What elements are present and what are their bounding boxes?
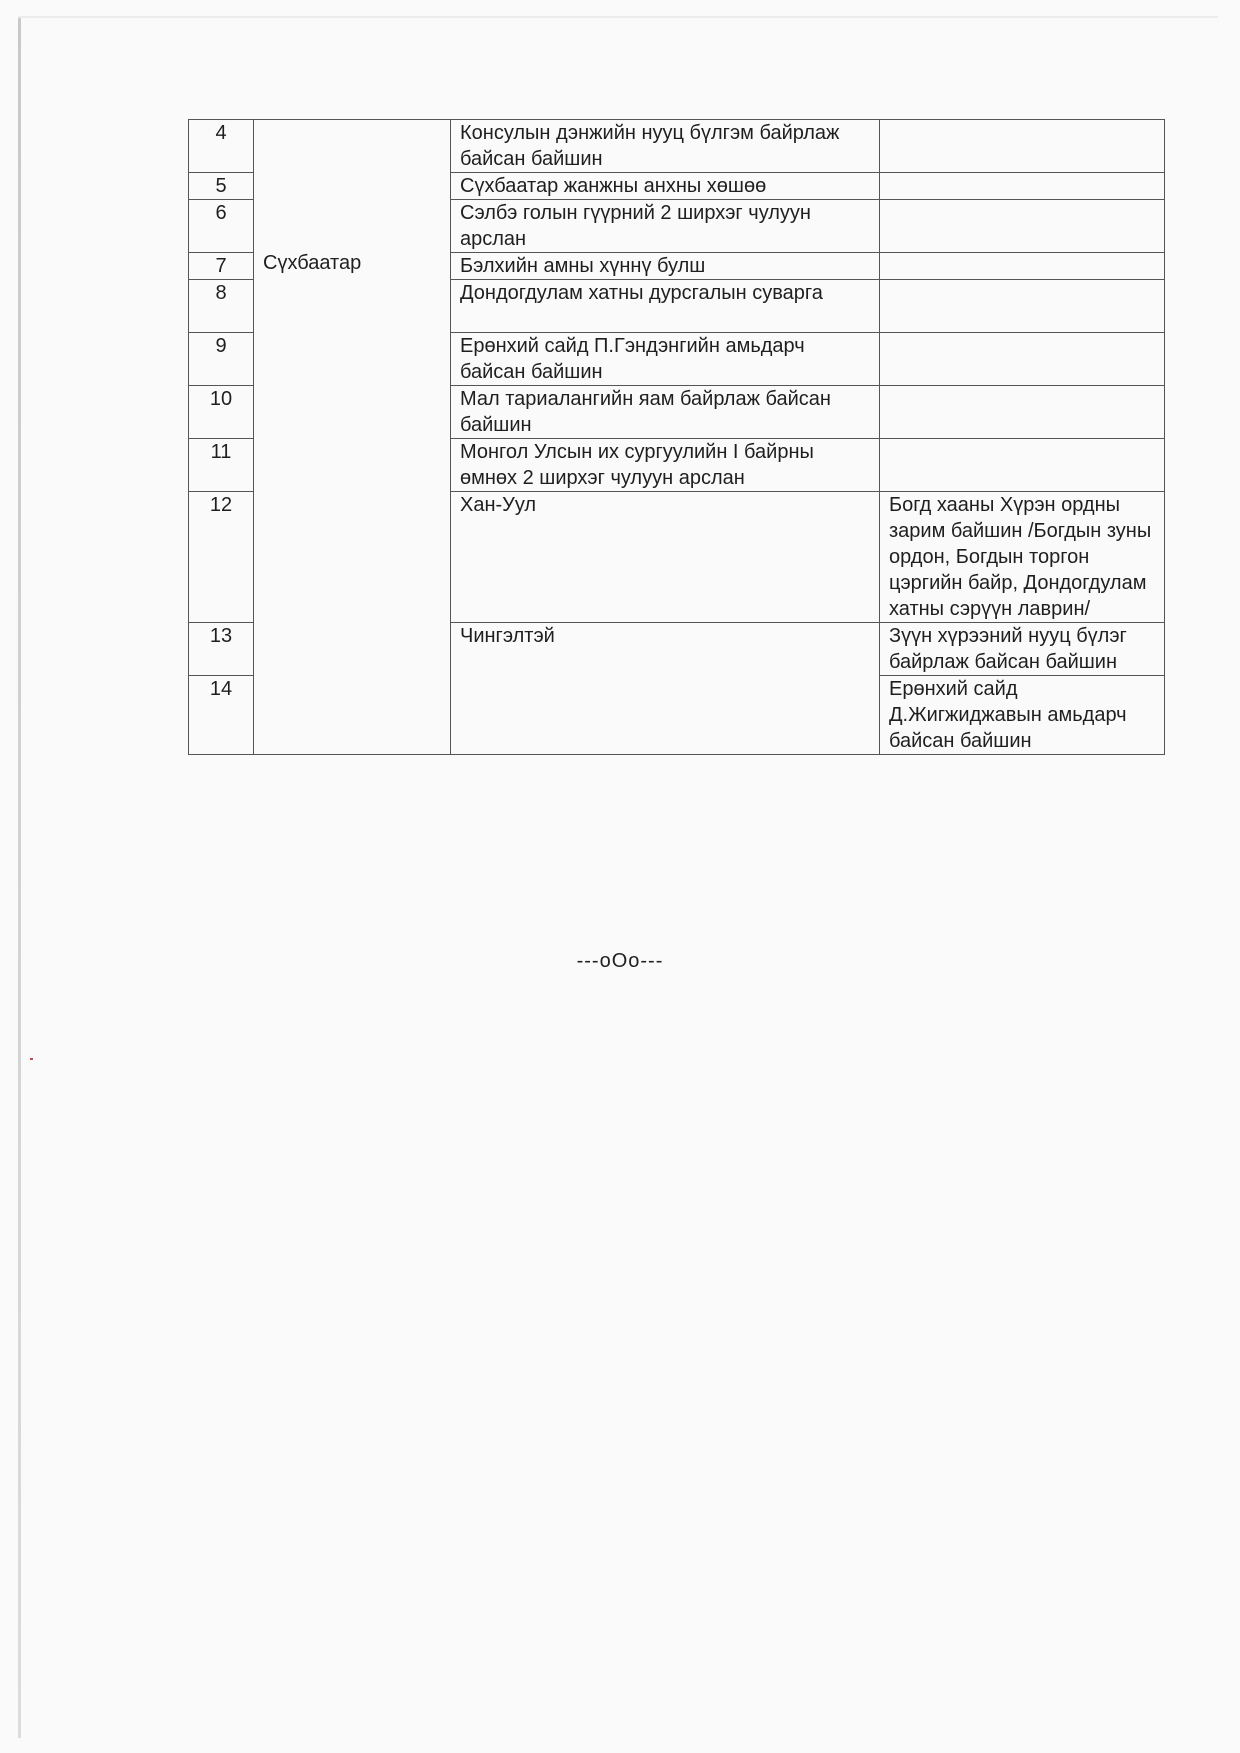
row-number: 6 [189, 200, 254, 253]
district-cell [451, 623, 880, 755]
district-name: Хан-Уул [460, 494, 537, 516]
monument-name: Богд хааны Хүрэн ордны зарим байшин /Богдын зуны ордон, Богдын торгон цэргийн байр, Дондогдулам хатны сэрүүн лаврин/ [880, 492, 1165, 623]
scan-edge-top [18, 16, 1218, 18]
district-cell [254, 120, 451, 755]
district-name: Чингэлтэй [460, 625, 555, 647]
monument-name: Ерөнхий сайд Д.Жигжиджавын амьдарч байсан байшин [880, 676, 1165, 755]
spacer [263, 120, 441, 250]
note-cell [880, 439, 1165, 492]
row-number: 10 [189, 386, 254, 439]
note-cell [880, 120, 1165, 173]
row-number: 12 [189, 492, 254, 623]
note-cell [880, 200, 1165, 253]
row-number: 11 [189, 439, 254, 492]
monument-name: Консулын дэнжийн нууц бүлгэм байрлаж байсан байшин [451, 120, 880, 173]
monument-name: Монгол Улсын их сургуулийн I байрны өмнөх 2 ширхэг чулуун арслан [451, 439, 880, 492]
row-number: 13 [189, 623, 254, 676]
row-number: 7 [189, 253, 254, 280]
end-of-document-mark: ---оОо--- [576, 950, 664, 972]
monument-name: Сүхбаатар жанжны анхны хөшөө [451, 173, 880, 200]
note-cell [880, 386, 1165, 439]
scan-speck [30, 1058, 33, 1060]
monument-name: Зүүн хүрээний нууц бүлэг байрлаж байсан байшин [880, 623, 1165, 676]
note-cell [880, 253, 1165, 280]
row-number: 4 [189, 120, 254, 173]
monument-name: Бэлхийн амны хүннү булш [451, 253, 880, 280]
note-cell [880, 333, 1165, 386]
monument-name: Сэлбэ голын гүүрний 2 ширхэг чулуун арслан [451, 200, 880, 253]
scan-edge-left [18, 18, 21, 1738]
row-number: 9 [189, 333, 254, 386]
note-cell [880, 280, 1165, 333]
monument-name: Ерөнхий сайд П.Гэндэнгийн амьдарч байсан байшин [451, 333, 880, 386]
district-name: Сүхбаатар [263, 252, 362, 274]
district-cell [451, 492, 880, 623]
table-row [189, 120, 1165, 173]
row-number: 14 [189, 676, 254, 755]
note-cell [880, 173, 1165, 200]
monument-name: Мал тариалангийн яам байрлаж байсан байшин [451, 386, 880, 439]
row-number: 8 [189, 280, 254, 333]
monument-name: Дондогдулам хатны дурсгалын суварга [451, 280, 880, 333]
row-number: 5 [189, 173, 254, 200]
monuments-table [188, 119, 1165, 755]
